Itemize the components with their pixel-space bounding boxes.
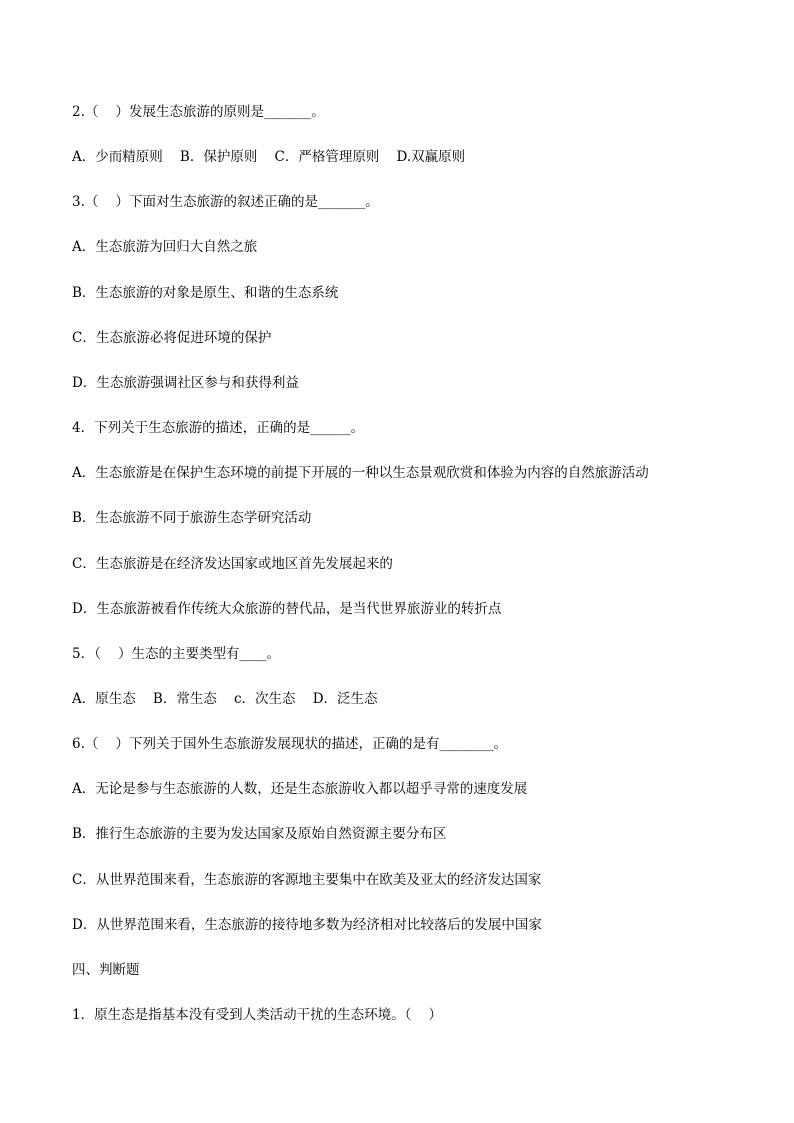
question-4-option-c: C．生态旅游是在经济发达国家或地区首先发展起来的: [72, 556, 393, 572]
question-6-option-d: D．从世界范围来看，生态旅游的接待地多数为经济相对比较落后的发展中国家: [72, 917, 542, 933]
question-2-stem: 2.（ ）发展生态旅游的原则是_______。: [72, 104, 325, 120]
question-6-option-b: B．推行生态旅游的主要为发达国家及原始自然资源主要分布区: [72, 826, 447, 842]
question-4-option-d: D．生态旅游被看作传统大众旅游的替代品，是当代世界旅游业的转折点: [72, 601, 502, 617]
question-6-option-a: A．无论是参与生态旅游的人数，还是生态旅游收入都以超乎寻常的速度发展: [72, 781, 528, 797]
question-4-option-a: A．生态旅游是在保护生态环境的前提下开展的一种以生态景观欣赏和体验为内容的自然旅游活动: [72, 465, 649, 481]
question-4-option-b: B．生态旅游不同于旅游生态学研究活动: [72, 510, 312, 526]
question-3-option-d: D．生态旅游强调社区参与和获得利益: [72, 375, 299, 391]
question-3-option-a: A．生态旅游为回归大自然之旅: [72, 239, 258, 255]
true-false-question-1: 1．原生态是指基本没有受到人类活动干扰的生态环境。（ ）: [72, 1007, 443, 1023]
section-heading-true-false: 四、判断题: [72, 962, 140, 978]
question-3-option-b: B．生态旅游的对象是原生、和谐的生态系统: [72, 285, 339, 301]
question-5-options: A．原生态 B．常生态 c．次生态 D．泛生态: [72, 691, 378, 707]
question-5-stem: 5．（ ）生态的主要类型有____。: [72, 646, 281, 662]
question-6-stem: 6.（ ）下列关于国外生态旅游发展现状的描述，正确的是有________。: [72, 736, 508, 752]
question-3-stem: 3.（ ）下面对生态旅游的叙述正确的是_______。: [72, 194, 379, 210]
question-4-stem: 4．下列关于生态旅游的描述，正确的是______。: [72, 420, 365, 436]
question-3-option-c: C．生态旅游必将促进环境的保护: [72, 330, 272, 346]
question-6-option-c: C．从世界范围来看，生态旅游的客源地主要集中在欧美及亚太的经济发达国家: [72, 872, 542, 888]
question-2-options: A．少而精原则 B．保护原则 C．严格管理原则 D.双赢原则: [72, 149, 466, 165]
